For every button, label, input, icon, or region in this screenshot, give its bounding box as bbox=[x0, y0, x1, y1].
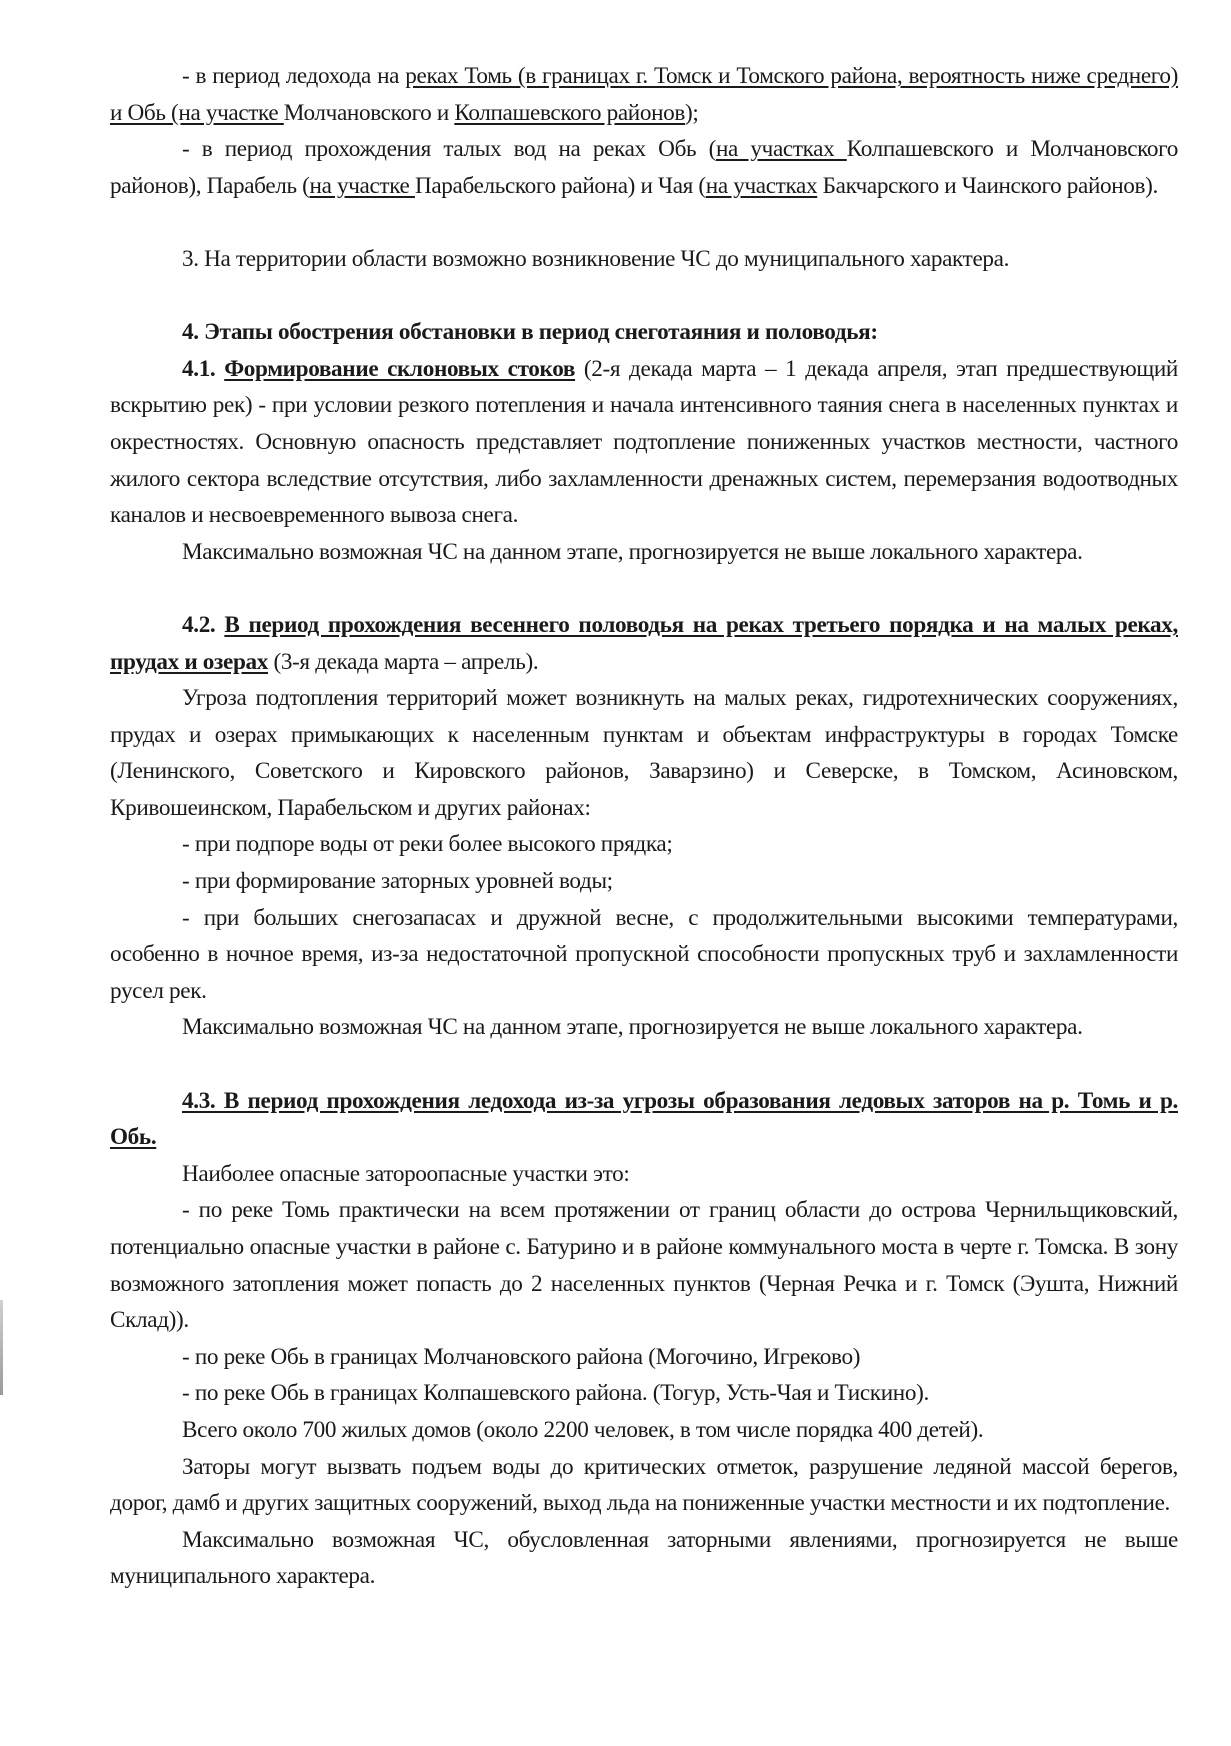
section-4-1-paragraph: 4.1. Формирование склоновых стоков (2-я декада марта – 1 декада апреля, этап предшествующий вскрытию рек) - при условии резкого потепления и начала интенсивного таяния снега в населенных пунктах и окрестностях. Основную опасность представляет подтопление пониженных участков местности, частного жилого сектора вследствие отсутствия, либо захламленности дренажных систем, перемерзания водоотводных каналов и несвоевременного вывоза снега. bbox=[110, 355, 1178, 529]
underlined-rivers-tom-ob: реках Томь (в границах г. Томск и Томского района, вероятность ниже среднего) и Обь (на участке bbox=[110, 63, 1179, 126]
section-4-2-title: В период прохождения весеннего половодья на реках третьего порядка и на малых реках, прудах и озерах bbox=[110, 611, 1178, 675]
section-4-heading: 4. Этапы обострения обстановки в период снеготаяния и половодья: bbox=[182, 319, 878, 346]
section-4-3-total: Всего около 700 жилых домов (около 2200 человек, в том числе порядка 400 детей). bbox=[182, 1416, 984, 1443]
section-4-2-bullet: - при подпоре воды от реки более высокого прядка; bbox=[182, 831, 673, 858]
section-4-2-number: 4.2. bbox=[182, 611, 225, 638]
section-4-1-title: Формирование склоновых стоков bbox=[224, 355, 576, 382]
section-4-1-number: 4.1. bbox=[182, 355, 225, 382]
section-4-2-bullet: - при формирование заторных уровней воды; bbox=[182, 868, 613, 895]
underlined-kolpashevo: Колпашевского районов bbox=[454, 99, 685, 126]
intro-item-ice-drift: - в период ледохода на реках Томь (в границах г. Томск и Томского района, вероятность ниже среднего) и Обь (на участке Молчановского и Колпашевского районов); bbox=[110, 63, 1179, 126]
section-4-3-bullet: - по реке Томь практически на всем протяжении от границ области до острова Чернильщиковский, потенциально опасные участки в районе с. Батурино и в районе коммунального моста в черте г. Томска. В зону возможного затопления может попасть до 2 населенных пунктов (Черная Речка и г. Томск (Эушта, Нижний Склад)). bbox=[110, 1197, 1178, 1334]
document-page bbox=[110, 58, 1178, 1595]
section-4-3-bullet: - по реке Обь в границах Колпашевского района. (Тогур, Усть-Чая и Тискино). bbox=[182, 1380, 929, 1407]
intro-item-meltwater: - в период прохождения талых вод на реках Обь (на участках Колпашевского и Молчановского районов), Парабель (на участке Парабельского района) и Чая (на участках Бакчарского и Чаинского районов). bbox=[110, 136, 1178, 199]
section-4-3-heading: 4.3. В период прохождения ледохода из-за угрозы образования ледовых заторов на р. Томь и р. Обь. bbox=[110, 1087, 1178, 1151]
section-4-3-conclusion: Максимально возможная ЧС, обусловленная заторными явлениями, прогнозируется не выше муниципального характера. bbox=[110, 1526, 1178, 1590]
section-4-2-conclusion: Максимально возможная ЧС на данном этапе, прогнозируется не выше локального характера. bbox=[182, 1014, 1083, 1041]
scan-edge-artifact bbox=[0, 1300, 3, 1395]
section-4-3-lead: Наиболее опасные затороопасные участки это: bbox=[182, 1160, 630, 1187]
section-4-2-bullet: - при больших снегозапасах и дружной весне, с продолжительными высокими температурами, особенно в ночное время, из-за недостаточной пропускной способности пропускных труб и захламленности русел рек. bbox=[110, 904, 1178, 1004]
section-3-paragraph: 3. На территории области возможно возникновение ЧС до муниципального характера. bbox=[182, 245, 1010, 272]
section-4-2-threat: Угроза подтопления территорий может возникнуть на малых реках, гидротехнических сооружениях, прудах и озерах примыкающих к населенным пунктам и объектам инфраструктуры в городах Томске (Ленинского, Советского и Кировского районов, Заварзино) и Северске, в Томском, Асиновском, Кривошеинском, Парабельском и других районах: bbox=[110, 685, 1178, 821]
section-4-1-conclusion: Максимально возможная ЧС на данном этапе, прогнозируется не выше локального характера. bbox=[182, 538, 1083, 565]
section-4-2-heading: 4.2. В период прохождения весеннего половодья на реках третьего порядка и на малых реках, прудах и озерах (3-я декада марта – апрель). bbox=[110, 611, 1178, 675]
section-4-3-bullet: - по реке Обь в границах Молчановского района (Могочино, Игреково) bbox=[182, 1343, 861, 1370]
section-4-3-consequences: Заторы могут вызвать подъем воды до критических отметок, разрушение ледяной массой берегов, дорог, дамб и других защитных сооружений, выход льда на пониженные участки местности и их подтопление. bbox=[110, 1453, 1178, 1517]
